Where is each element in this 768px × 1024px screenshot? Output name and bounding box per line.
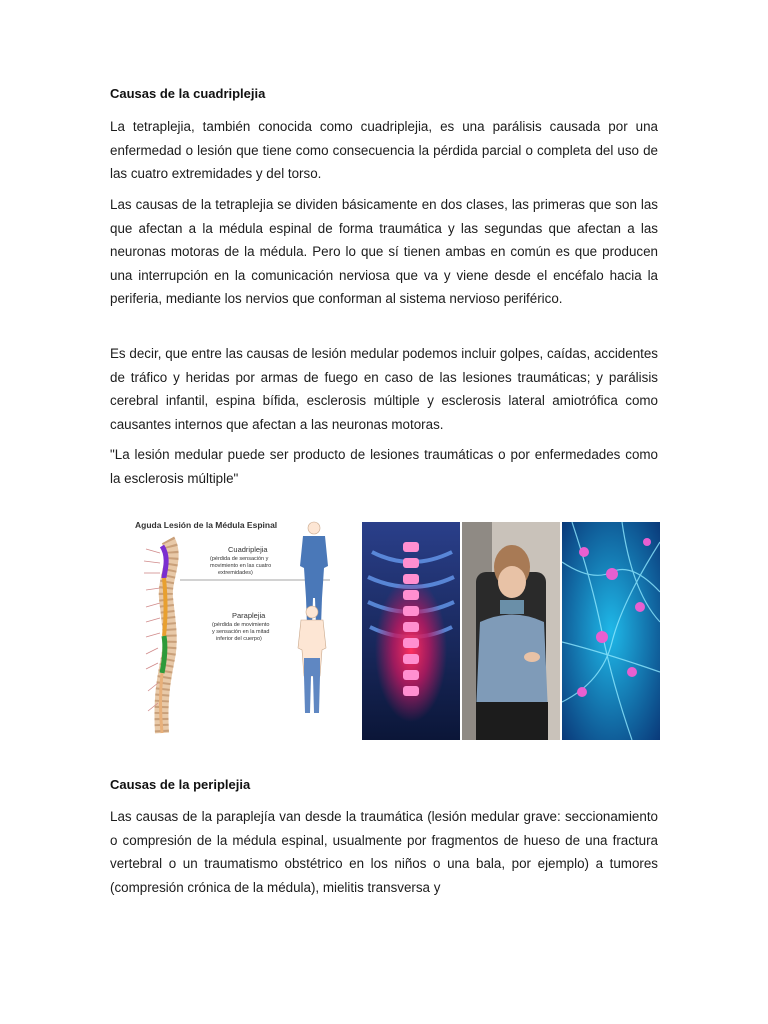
quad-label-line2: movimiento en las cuatro (210, 563, 272, 569)
para-label-title: Paraplejia (232, 611, 266, 620)
paragraph-definition: La tetraplejia, también conocida como cuadriplejia, es una parálisis causada por una enfermedad o lesión que tiene como consecuencia la pérdida parcial o completa del uso de las cuatro extremidades y del torso. (110, 119, 658, 181)
para-label-line2: y sensación en la mitad (212, 629, 270, 635)
paragraph-causes-classes: Las causas de la tetraplejia se dividen básicamente en dos clases, las primeras que son las que afectan a la médula espinal de forma traumática y las segundas que afectan a las neuronas motoras de la médula. Pero lo que sí tienen ambas en común es que producen una interrupción en la comunicación nerviosa que va y viene desde el encéfalo hacia la periferia, mediante los nervios que conforman al sistema nervioso periférico. (110, 197, 658, 306)
spine-thoracic-segment (164, 578, 166, 636)
spine-cervical-segment (162, 546, 166, 578)
section-heading-periplejia: Causas de la periplejia (110, 777, 251, 792)
spine-lumbar-segment (162, 636, 165, 673)
para-label-line1: (pérdida de movimiento (212, 622, 270, 628)
spinal-diagram-svg (120, 518, 340, 740)
quad-label-line3: extremidades) (218, 570, 253, 576)
quad-label-line1: (pérdida de sensación y (210, 556, 269, 562)
person-wheelchair-photo (462, 522, 560, 740)
paragraph-causes-examples: Es decir, que entre las causas de lesión medular podemos incluir golpes, caídas, accidentes de tráfico y heridas por armas de fuego en caso de las lesiones traumáticas; y parálisis cerebral infantil, espina bífida, esclerosis múltiple y esclerosis lateral amiotrófica como causantes internos que afectan a las neuronas motoras. (110, 346, 658, 432)
spine-illustration (144, 540, 172, 733)
diagram-title: Aguda Lesión de la Médula Espinal (135, 520, 278, 530)
section-heading-cuadriplejia: Causas de la cuadriplejia (110, 86, 266, 101)
neurons-photo (562, 522, 660, 740)
figure-collage (120, 518, 660, 740)
paragraph-quote: "La lesión medular puede ser producto de lesiones traumáticas o por enfermedades como la esclerosis múltiple" (110, 447, 658, 486)
spinal-injury-diagram (120, 518, 340, 740)
paragraph-paraplejia-causes: Las causas de la paraplejía van desde la traumática (lesión medular grave: seccionamiento o compresión de la médula espinal, usualmente por fragmentos de hueso de una fractura vertebral o un traumatismo obstétrico en los niños o una bala, por ejemplo) a tumores (compresión crónica de la médula), mielitis transversa y (110, 809, 658, 895)
spine-xray-photo (362, 522, 460, 740)
quad-label-title: Cuadriplejia (228, 545, 268, 554)
para-label-line3: inferior del cuerpo) (216, 636, 262, 642)
paraplegia-body-icon (298, 606, 326, 713)
